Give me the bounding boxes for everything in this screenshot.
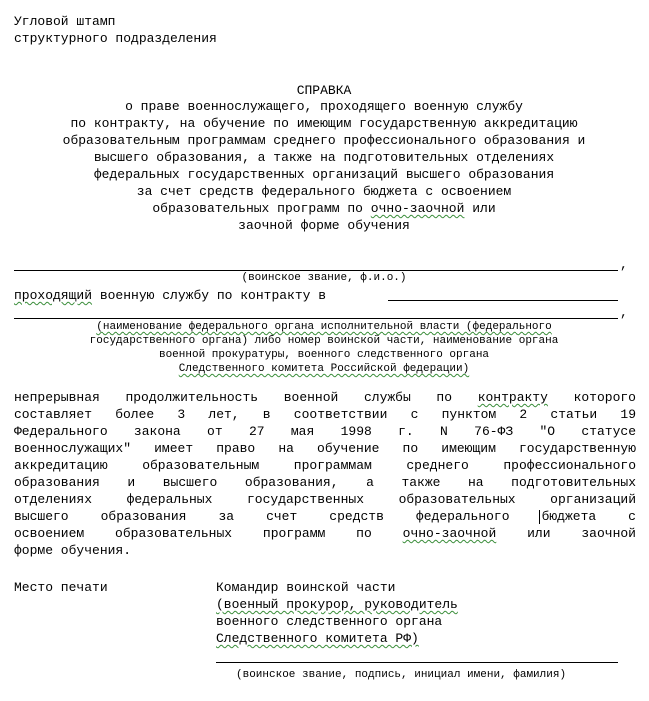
body-spell-ochno: очно-заочной bbox=[402, 526, 497, 541]
body-line-8: высшего образования за счет средств федерального бюджета с bbox=[14, 509, 636, 524]
rank-comma: , bbox=[620, 257, 628, 272]
seal-place: Место печати bbox=[14, 580, 108, 595]
rank-caption: (воинское звание, ф.и.о.) bbox=[241, 272, 407, 284]
unit-underline bbox=[388, 300, 618, 301]
title-line-5: федеральных государственных организаций высшего образования bbox=[93, 167, 555, 182]
title-line-1: о праве военнослужащего, проходящего военную службу bbox=[125, 99, 523, 114]
alt-signer-2: военного следственного органа bbox=[216, 614, 443, 629]
title-line-6: за счет средств федерального бюджета с освоением bbox=[136, 184, 512, 199]
body-line-6: образования и высшего образования, а также на подготовительных bbox=[14, 475, 636, 490]
org-caption-3: военной прокуратуры, военного следственного органа bbox=[158, 349, 490, 361]
org-comma: , bbox=[620, 305, 628, 320]
title-line-8: заочной форме обучения bbox=[238, 218, 410, 233]
body-line-4: военнослужащих" имеет право на обучение по имеющим государственную bbox=[14, 441, 636, 456]
body-line-3: Федерального закона от 27 мая 1998 г. N 76-ФЗ "О статусе bbox=[14, 424, 636, 439]
org-caption-2: государственного органа) либо номер воинской части, наименование органа bbox=[89, 335, 559, 347]
title-line-7 bbox=[12, 201, 636, 217]
title-line-7c: или bbox=[472, 201, 496, 216]
serving-rest: военную службу по контракту в bbox=[99, 288, 327, 303]
serving-line bbox=[14, 288, 326, 304]
title-line-7a: образовательных программ по bbox=[152, 201, 363, 216]
stamp-line-2: структурного подразделения bbox=[14, 31, 217, 46]
title-line-2: по контракту, на обучение по имеющим государственную аккредитацию bbox=[70, 116, 578, 131]
alt-signer-3: Следственного комитета РФ) bbox=[216, 631, 419, 646]
text-cursor bbox=[539, 510, 540, 524]
org-caption-4: Следственного комитета Российской федерации) bbox=[178, 363, 470, 375]
signature-caption: (воинское звание, подпись, инициал имени, фамилия) bbox=[236, 669, 567, 681]
org-caption-1: (наименование федерального органа исполнительной власти (федерального bbox=[96, 321, 552, 333]
body-line-1: непрерывная продолжительность военной службы по контракту которого bbox=[14, 390, 636, 405]
title-line-3: образовательным программам среднего профессионального образования и bbox=[62, 133, 586, 148]
body-line-5: аккредитацию образовательным программам среднего профессионального bbox=[14, 458, 636, 473]
body-line-9: освоением образовательных программ по очно-заочной или заочной bbox=[14, 526, 636, 541]
commander-title: Командир воинской части bbox=[216, 580, 396, 595]
serving-word: проходящий bbox=[14, 288, 93, 303]
stamp-line-1: Угловой штамп bbox=[14, 14, 116, 29]
document-title: СПРАВКА bbox=[296, 83, 352, 98]
body-line-7: отделениях федеральных государственных образовательных организаций bbox=[14, 492, 636, 507]
organization-underline bbox=[14, 318, 618, 319]
body-spell-contract: контракту bbox=[477, 390, 548, 405]
alt-signer-1: (военный прокурор, руководитель bbox=[216, 597, 458, 612]
signature-underline bbox=[216, 662, 618, 663]
body-line-2: составляет более 3 лет, в соответствии с пунктом 2 статьи 19 bbox=[14, 407, 636, 422]
body-line-10: форме обучения. bbox=[14, 543, 132, 558]
title-spell-ochno: очно-заочной bbox=[370, 201, 465, 216]
title-line-4: высшего образования, а также на подготовительных отделениях bbox=[93, 150, 555, 165]
